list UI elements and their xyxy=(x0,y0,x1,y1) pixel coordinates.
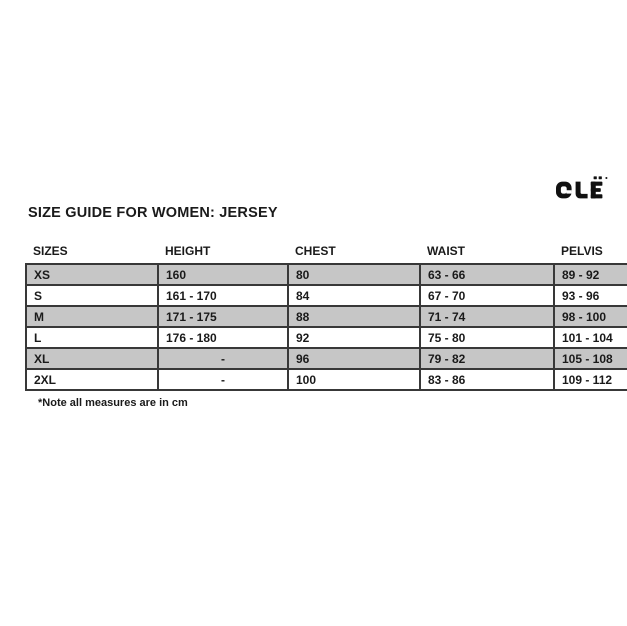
column-header: WAIST xyxy=(420,242,554,264)
table-row xyxy=(26,348,627,369)
table-cell: 92 xyxy=(288,327,420,348)
column-header: HEIGHT xyxy=(158,242,288,264)
table-cell: 83 - 86 xyxy=(420,369,554,390)
ale-logo xyxy=(551,176,613,200)
table-cell: 101 - 104 xyxy=(554,327,627,348)
table-cell: 79 - 82 xyxy=(420,348,554,369)
table-row xyxy=(26,327,627,348)
table-cell: 71 - 74 xyxy=(420,306,554,327)
table-cell: L xyxy=(26,327,158,348)
table-cell: 96 xyxy=(288,348,420,369)
table-cell: 105 - 108 xyxy=(554,348,627,369)
page-title: SIZE GUIDE FOR WOMEN: JERSEY xyxy=(28,205,278,221)
table-row xyxy=(26,264,627,285)
table-row xyxy=(26,306,627,327)
table-row xyxy=(26,369,627,390)
measures-note: *Note all measures are in cm xyxy=(38,397,188,409)
table-cell: 75 - 80 xyxy=(420,327,554,348)
column-header: PELVIS xyxy=(554,242,627,264)
table-cell: 80 xyxy=(288,264,420,285)
ale-logo-icon xyxy=(551,176,613,200)
table-cell: 93 - 96 xyxy=(554,285,627,306)
table-cell: 176 - 180 xyxy=(158,327,288,348)
size-table xyxy=(25,242,627,391)
table-cell: 88 xyxy=(288,306,420,327)
column-header: CHEST xyxy=(288,242,420,264)
table-cell: M xyxy=(26,306,158,327)
table-cell: 98 - 100 xyxy=(554,306,627,327)
table-row xyxy=(26,285,627,306)
table-cell: 160 xyxy=(158,264,288,285)
table-cell: XL xyxy=(26,348,158,369)
table-cell: 100 xyxy=(288,369,420,390)
column-header: SIZES xyxy=(26,242,158,264)
table-cell: 171 - 175 xyxy=(158,306,288,327)
table-cell: XS xyxy=(26,264,158,285)
table-cell: 109 - 112 xyxy=(554,369,627,390)
table-cell: S xyxy=(26,285,158,306)
table-cell: - xyxy=(158,348,288,369)
table-cell: 63 - 66 xyxy=(420,264,554,285)
table-cell: 89 - 92 xyxy=(554,264,627,285)
table-header-row xyxy=(26,242,627,264)
table-cell: 161 - 170 xyxy=(158,285,288,306)
table-cell: 84 xyxy=(288,285,420,306)
table-cell: 67 - 70 xyxy=(420,285,554,306)
table-cell: - xyxy=(158,369,288,390)
table-body xyxy=(26,264,627,390)
table-cell: 2XL xyxy=(26,369,158,390)
